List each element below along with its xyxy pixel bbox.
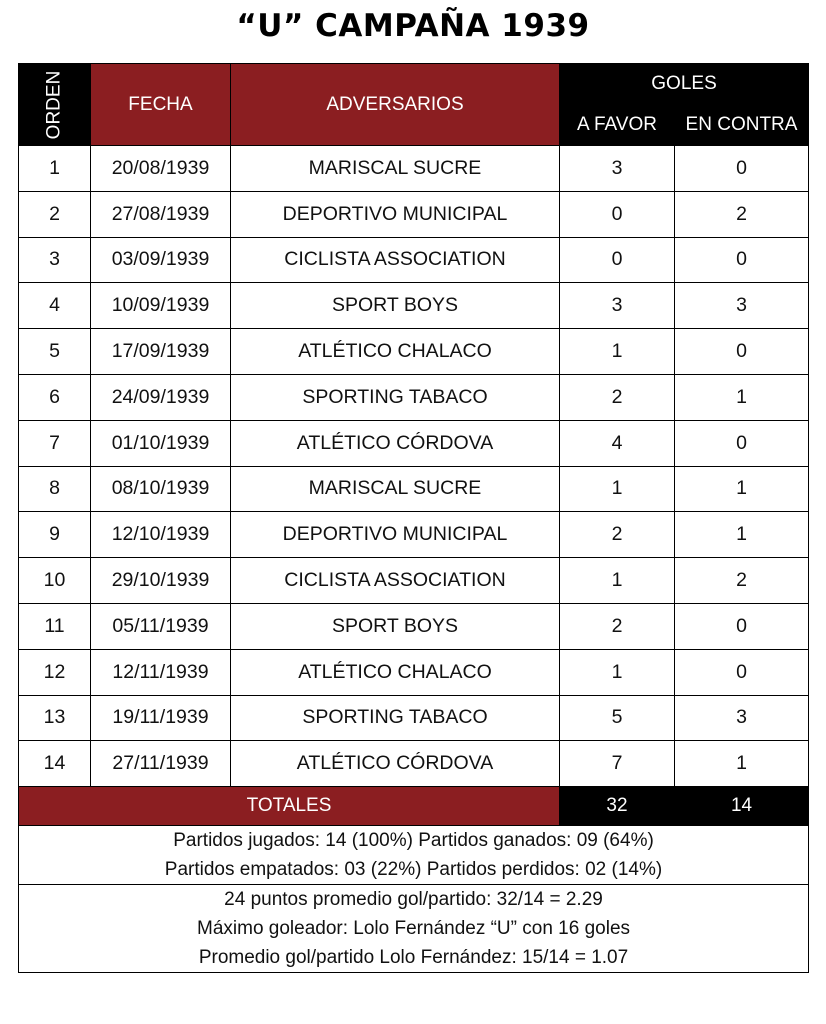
cell-en-contra: 0 — [675, 649, 809, 695]
cell-a-favor: 4 — [560, 420, 675, 466]
cell-orden: 2 — [19, 191, 91, 237]
summary-scoring-row — [19, 885, 809, 973]
summary-scoring — [19, 885, 809, 973]
summary-line: 24 puntos promedio gol/partido: 32/14 = 2.29 — [224, 889, 603, 911]
cell-fecha: 12/11/1939 — [91, 649, 231, 695]
cell-adversario: ATLÉTICO CÓRDOVA — [231, 420, 560, 466]
cell-orden: 3 — [19, 237, 91, 283]
cell-a-favor: 1 — [560, 558, 675, 604]
cell-adversario: ATLÉTICO CÓRDOVA — [231, 741, 560, 787]
cell-adversario: CICLISTA ASSOCIATION — [231, 558, 560, 604]
page-title: “U” CAMPAÑA 1939 — [236, 8, 590, 44]
table-row — [19, 741, 809, 787]
cell-a-favor: 7 — [560, 741, 675, 787]
cell-en-contra: 0 — [675, 329, 809, 375]
cell-orden: 1 — [19, 146, 91, 192]
summary-line: Partidos empatados: 03 (22%) Partidos perdidos: 02 (14%) — [164, 859, 663, 881]
summary-results-row — [19, 826, 809, 885]
campaign-table — [18, 63, 809, 973]
cell-orden: 11 — [19, 603, 91, 649]
cell-a-favor: 1 — [560, 649, 675, 695]
table-row — [19, 603, 809, 649]
cell-adversario: SPORT BOYS — [231, 603, 560, 649]
cell-en-contra: 3 — [675, 695, 809, 741]
cell-orden: 4 — [19, 283, 91, 329]
cell-orden: 10 — [19, 558, 91, 604]
table-row — [19, 649, 809, 695]
cell-en-contra: 3 — [675, 283, 809, 329]
cell-en-contra: 1 — [675, 374, 809, 420]
cell-a-favor: 0 — [560, 191, 675, 237]
cell-fecha: 12/10/1939 — [91, 512, 231, 558]
cell-fecha: 17/09/1939 — [91, 329, 231, 375]
cell-en-contra: 2 — [675, 558, 809, 604]
cell-en-contra: 0 — [675, 146, 809, 192]
cell-adversario: ATLÉTICO CHALACO — [231, 649, 560, 695]
cell-orden: 7 — [19, 420, 91, 466]
cell-fecha: 05/11/1939 — [91, 603, 231, 649]
cell-fecha: 24/09/1939 — [91, 374, 231, 420]
cell-orden: 6 — [19, 374, 91, 420]
summary-results — [19, 826, 809, 885]
cell-adversario: MARISCAL SUCRE — [231, 466, 560, 512]
header-adversarios: ADVERSARIOS — [231, 64, 560, 146]
cell-adversario: MARISCAL SUCRE — [231, 146, 560, 192]
cell-a-favor: 5 — [560, 695, 675, 741]
cell-a-favor: 1 — [560, 329, 675, 375]
cell-a-favor: 1 — [560, 466, 675, 512]
cell-fecha: 27/08/1939 — [91, 191, 231, 237]
cell-en-contra: 1 — [675, 512, 809, 558]
table-row — [19, 146, 809, 192]
cell-a-favor: 3 — [560, 283, 675, 329]
cell-a-favor: 2 — [560, 512, 675, 558]
table-row — [19, 420, 809, 466]
cell-en-contra: 0 — [675, 420, 809, 466]
header-fecha: FECHA — [91, 64, 231, 146]
summary-line: Promedio gol/partido Lolo Fernández: 15/14 = 1.07 — [198, 947, 629, 969]
cell-a-favor: 0 — [560, 237, 675, 283]
cell-adversario: SPORTING TABACO — [231, 695, 560, 741]
table-row — [19, 466, 809, 512]
cell-en-contra: 0 — [675, 237, 809, 283]
cell-adversario: SPORTING TABACO — [231, 374, 560, 420]
cell-orden: 5 — [19, 329, 91, 375]
cell-orden: 9 — [19, 512, 91, 558]
header-goles: GOLES — [560, 64, 809, 105]
cell-en-contra: 2 — [675, 191, 809, 237]
cell-fecha: 10/09/1939 — [91, 283, 231, 329]
cell-fecha: 20/08/1939 — [91, 146, 231, 192]
table-row — [19, 695, 809, 741]
summary-line: Máximo goleador: Lolo Fernández “U” con 16 goles — [197, 918, 631, 940]
table-row — [19, 512, 809, 558]
table-row — [19, 329, 809, 375]
totals-contra: 14 — [675, 787, 809, 826]
totals-row — [19, 787, 809, 826]
cell-fecha: 03/09/1939 — [91, 237, 231, 283]
cell-adversario: SPORT BOYS — [231, 283, 560, 329]
cell-a-favor: 2 — [560, 603, 675, 649]
header-en-contra: EN CONTRA — [675, 105, 809, 146]
cell-adversario: CICLISTA ASSOCIATION — [231, 237, 560, 283]
header-orden — [19, 64, 91, 146]
cell-adversario: ATLÉTICO CHALACO — [231, 329, 560, 375]
cell-orden: 12 — [19, 649, 91, 695]
cell-orden: 14 — [19, 741, 91, 787]
cell-orden: 13 — [19, 695, 91, 741]
cell-fecha: 19/11/1939 — [91, 695, 231, 741]
totals-favor: 32 — [560, 787, 675, 826]
header-orden-label: ORDEN — [43, 70, 65, 139]
cell-a-favor: 3 — [560, 146, 675, 192]
cell-fecha: 27/11/1939 — [91, 741, 231, 787]
cell-adversario: DEPORTIVO MUNICIPAL — [231, 512, 560, 558]
cell-en-contra: 1 — [675, 466, 809, 512]
cell-orden: 8 — [19, 466, 91, 512]
totals-label: TOTALES — [19, 787, 560, 826]
cell-a-favor: 2 — [560, 374, 675, 420]
cell-en-contra: 1 — [675, 741, 809, 787]
header-a-favor: A FAVOR — [560, 105, 675, 146]
table-row — [19, 374, 809, 420]
cell-fecha: 08/10/1939 — [91, 466, 231, 512]
cell-fecha: 29/10/1939 — [91, 558, 231, 604]
games-list — [19, 146, 809, 787]
table-row — [19, 558, 809, 604]
table-row — [19, 237, 809, 283]
cell-en-contra: 0 — [675, 603, 809, 649]
cell-fecha: 01/10/1939 — [91, 420, 231, 466]
table-row — [19, 283, 809, 329]
cell-adversario: DEPORTIVO MUNICIPAL — [231, 191, 560, 237]
table-row — [19, 191, 809, 237]
summary-line: Partidos jugados: 14 (100%) Partidos ganados: 09 (64%) — [173, 830, 654, 852]
